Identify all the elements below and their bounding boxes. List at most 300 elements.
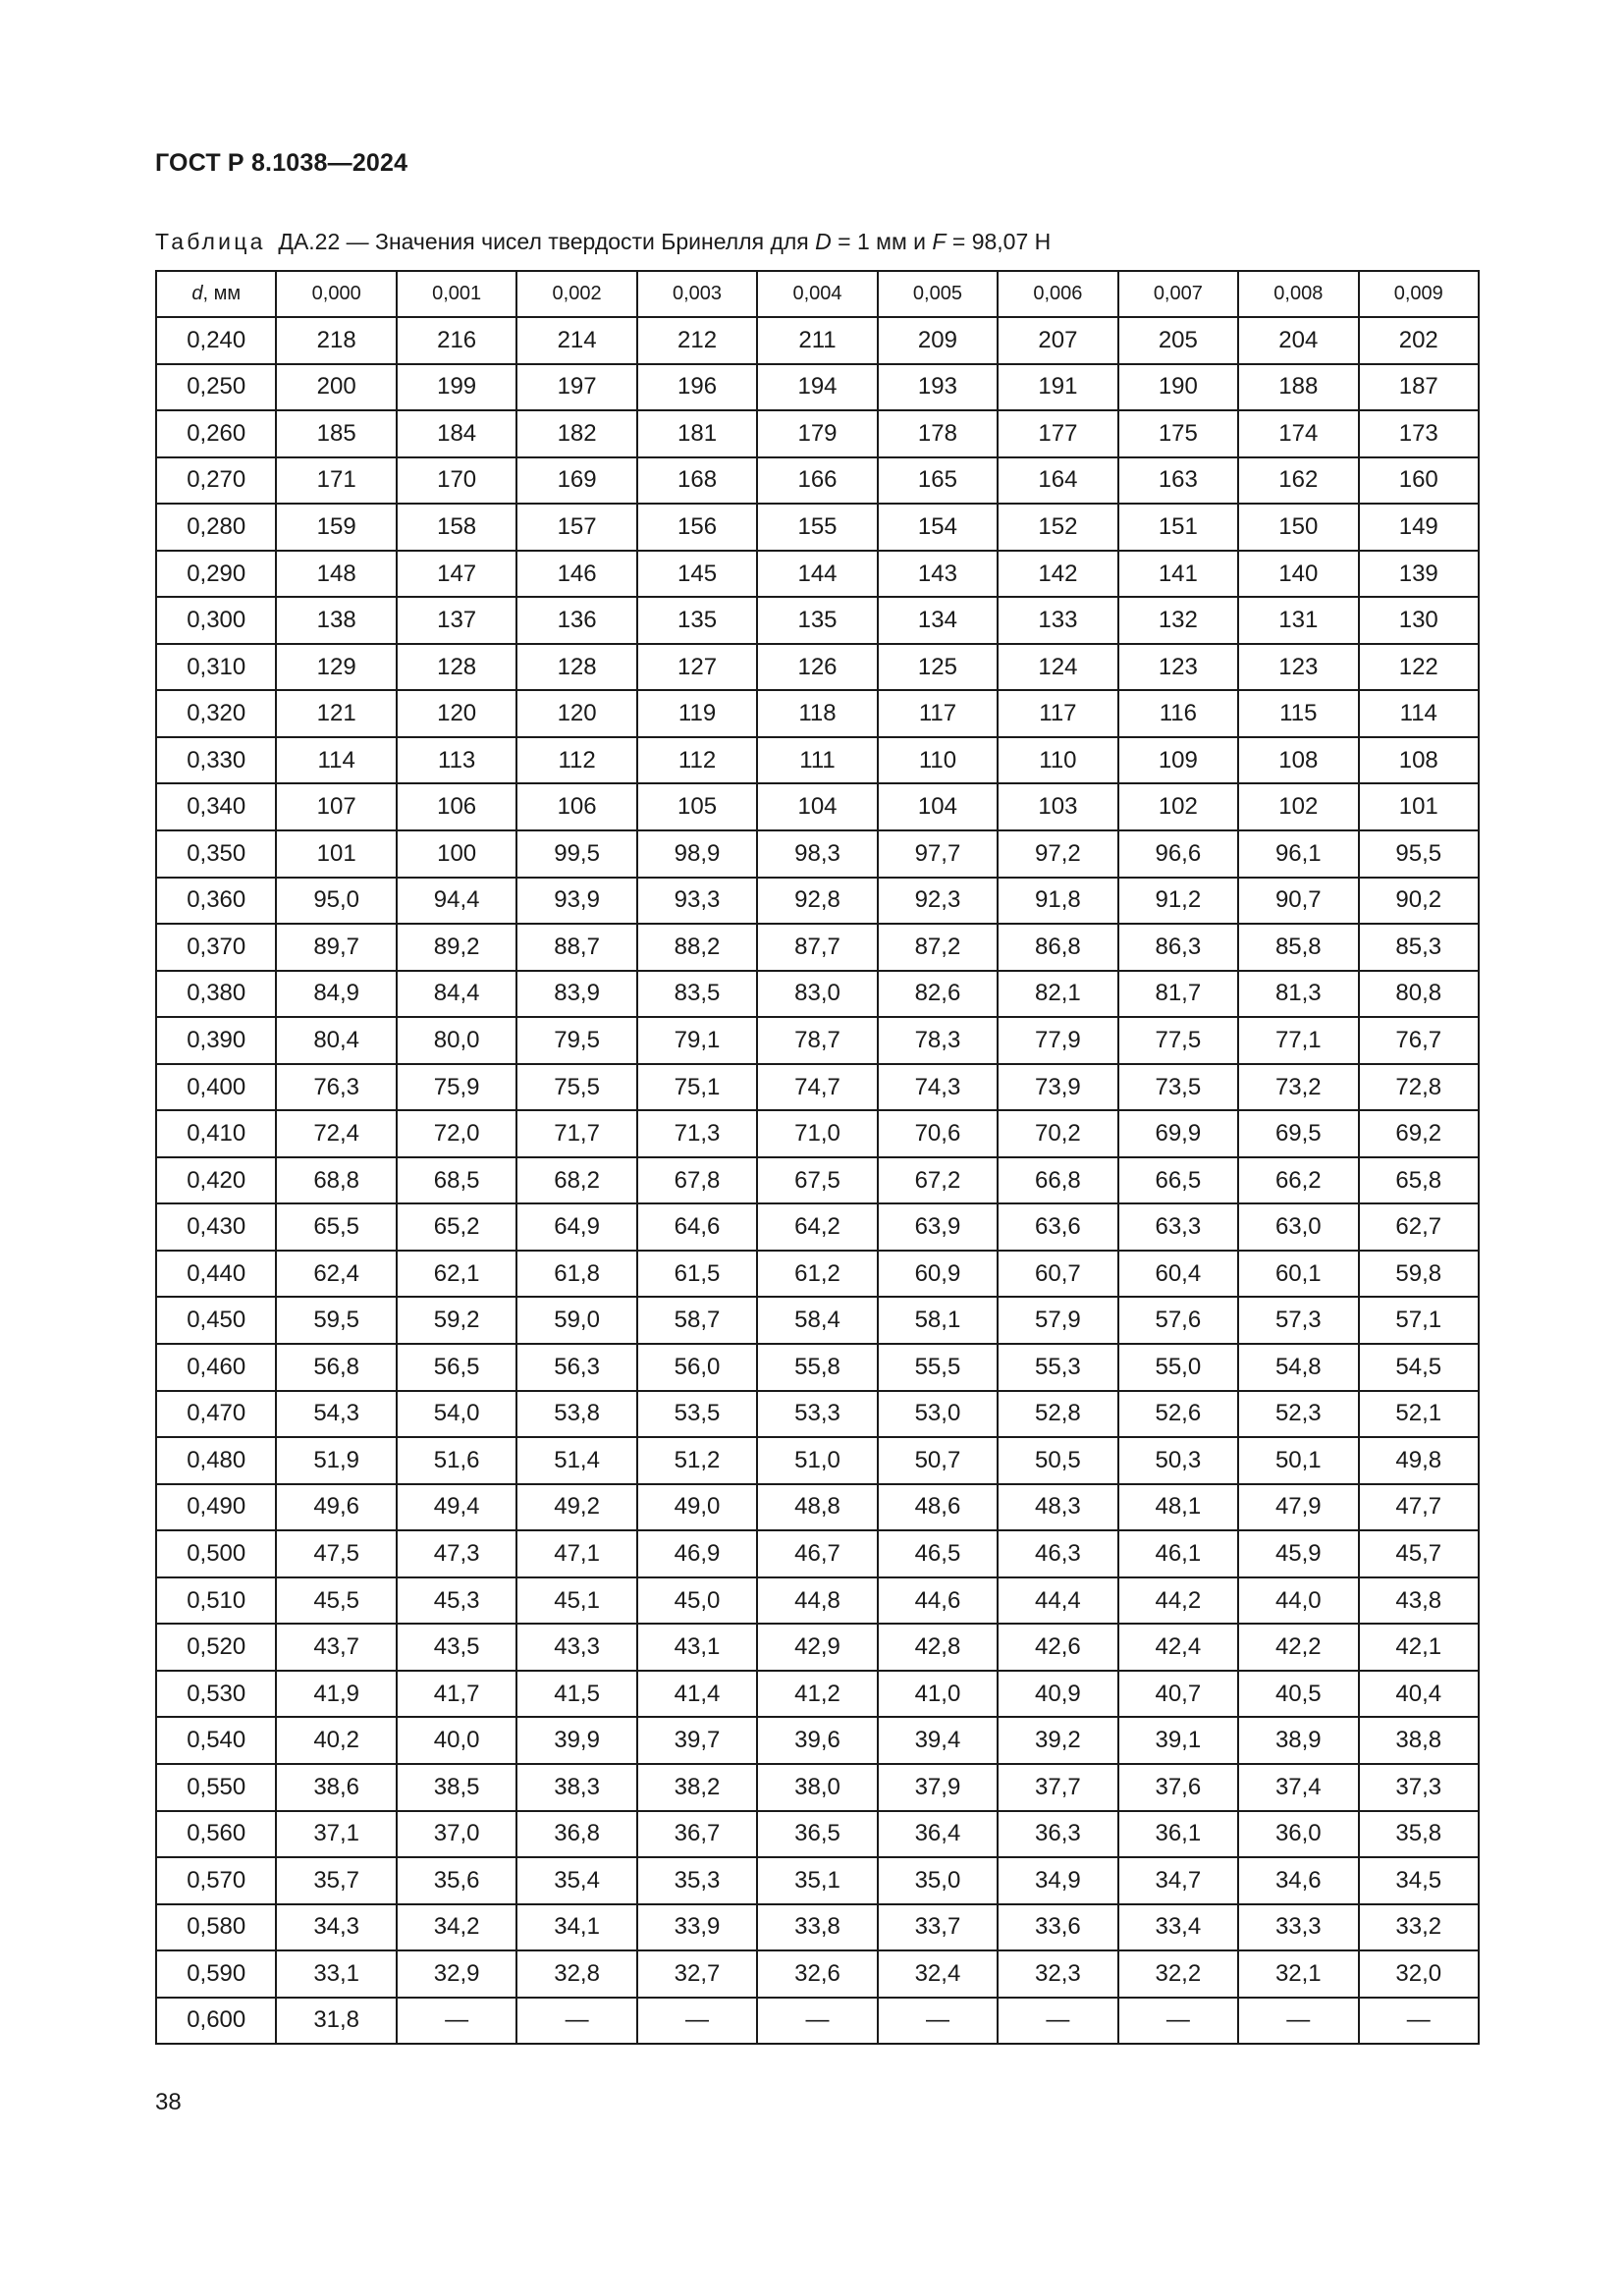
- hardness-value-cell: 131: [1238, 597, 1358, 644]
- hardness-value-cell: 52,1: [1359, 1391, 1479, 1438]
- hardness-value-cell: 73,2: [1238, 1064, 1358, 1111]
- table-row: [156, 1251, 1479, 1298]
- hardness-value-cell: 102: [1238, 783, 1358, 830]
- row-d-value: 0,560: [156, 1811, 276, 1858]
- caption-d-variable: D: [815, 229, 832, 254]
- hardness-value-cell: 36,1: [1118, 1811, 1238, 1858]
- hardness-value-cell: 117: [998, 690, 1117, 737]
- corner-unit: , мм: [202, 283, 242, 304]
- hardness-value-cell: 136: [516, 597, 636, 644]
- hardness-value-cell: 173: [1359, 410, 1479, 457]
- hardness-value-cell: 107: [276, 783, 396, 830]
- caption-middle: = 1 мм и: [831, 229, 933, 254]
- hardness-value-cell: 85,8: [1238, 924, 1358, 971]
- hardness-value-cell: 42,6: [998, 1624, 1117, 1671]
- hardness-value-cell: 36,8: [516, 1811, 636, 1858]
- hardness-value-cell: 124: [998, 644, 1117, 691]
- table-row: [156, 1344, 1479, 1391]
- hardness-value-cell: 214: [516, 317, 636, 364]
- row-d-value: 0,350: [156, 830, 276, 878]
- hardness-value-cell: 152: [998, 504, 1117, 551]
- hardness-value-cell: 32,4: [878, 1950, 998, 1998]
- hardness-value-cell: 60,9: [878, 1251, 998, 1298]
- row-d-value: 0,570: [156, 1857, 276, 1904]
- row-d-value: 0,530: [156, 1671, 276, 1718]
- row-d-value: 0,520: [156, 1624, 276, 1671]
- hardness-value-cell: 37,9: [878, 1764, 998, 1811]
- hardness-value-cell: 160: [1359, 457, 1479, 505]
- hardness-value-cell: 89,7: [276, 924, 396, 971]
- hardness-value-cell: 97,2: [998, 830, 1117, 878]
- row-d-value: 0,590: [156, 1950, 276, 1998]
- hardness-value-cell: 93,9: [516, 878, 636, 925]
- hardness-value-cell: 65,8: [1359, 1157, 1479, 1204]
- corner-variable: d: [191, 283, 203, 304]
- hardness-value-cell: 94,4: [397, 878, 516, 925]
- column-header: 0,008: [1238, 271, 1358, 317]
- hardness-value-cell: 123: [1238, 644, 1358, 691]
- hardness-value-cell: 116: [1118, 690, 1238, 737]
- corner-header-cell: [156, 271, 276, 317]
- hardness-value-cell: 111: [757, 737, 877, 784]
- hardness-value-cell: 127: [637, 644, 757, 691]
- hardness-value-cell: 197: [516, 364, 636, 411]
- hardness-value-cell: 45,7: [1359, 1530, 1479, 1577]
- hardness-value-cell: 51,4: [516, 1437, 636, 1484]
- row-d-value: 0,360: [156, 878, 276, 925]
- hardness-value-cell: 59,0: [516, 1297, 636, 1344]
- hardness-value-cell: 77,5: [1118, 1017, 1238, 1064]
- hardness-value-cell: 174: [1238, 410, 1358, 457]
- hardness-value-cell: 38,5: [397, 1764, 516, 1811]
- hardness-value-cell: 62,4: [276, 1251, 396, 1298]
- hardness-value-cell: 32,8: [516, 1950, 636, 1998]
- hardness-value-cell: 56,8: [276, 1344, 396, 1391]
- table-row: [156, 1717, 1479, 1764]
- table-row: [156, 1764, 1479, 1811]
- hardness-value-cell: 69,2: [1359, 1110, 1479, 1157]
- hardness-value-cell: 81,7: [1118, 971, 1238, 1018]
- hardness-value-cell: 41,9: [276, 1671, 396, 1718]
- hardness-value-cell: 64,6: [637, 1203, 757, 1251]
- hardness-value-cell: 35,4: [516, 1857, 636, 1904]
- hardness-value-cell: 31,8: [276, 1998, 396, 2045]
- hardness-value-cell: 47,9: [1238, 1484, 1358, 1531]
- hardness-value-cell: 47,1: [516, 1530, 636, 1577]
- row-d-value: 0,440: [156, 1251, 276, 1298]
- hardness-value-cell: 51,6: [397, 1437, 516, 1484]
- hardness-value-cell: 37,4: [1238, 1764, 1358, 1811]
- table-row: [156, 1811, 1479, 1858]
- hardness-value-cell: 57,1: [1359, 1297, 1479, 1344]
- hardness-value-cell: 113: [397, 737, 516, 784]
- hardness-value-cell: 51,0: [757, 1437, 877, 1484]
- table-row: [156, 1157, 1479, 1204]
- hardness-value-cell: 95,0: [276, 878, 396, 925]
- hardness-value-cell: 147: [397, 551, 516, 598]
- row-d-value: 0,280: [156, 504, 276, 551]
- hardness-value-cell: 33,4: [1118, 1904, 1238, 1951]
- hardness-value-cell: 166: [757, 457, 877, 505]
- hardness-value-cell: 196: [637, 364, 757, 411]
- hardness-value-cell: 33,7: [878, 1904, 998, 1951]
- hardness-value-cell: —: [1238, 1998, 1358, 2045]
- hardness-value-cell: 42,2: [1238, 1624, 1358, 1671]
- hardness-value-cell: 48,3: [998, 1484, 1117, 1531]
- hardness-value-cell: 135: [637, 597, 757, 644]
- hardness-value-cell: 41,0: [878, 1671, 998, 1718]
- hardness-value-cell: 74,7: [757, 1064, 877, 1111]
- table-row: [156, 1530, 1479, 1577]
- hardness-value-cell: 66,8: [998, 1157, 1117, 1204]
- hardness-value-cell: 142: [998, 551, 1117, 598]
- hardness-value-cell: 34,7: [1118, 1857, 1238, 1904]
- hardness-value-cell: 78,3: [878, 1017, 998, 1064]
- table-row: [156, 644, 1479, 691]
- column-header: 0,003: [637, 271, 757, 317]
- hardness-value-cell: 91,2: [1118, 878, 1238, 925]
- caption-table-word: Таблица: [155, 229, 266, 254]
- hardness-value-cell: 133: [998, 597, 1117, 644]
- hardness-value-cell: 38,0: [757, 1764, 877, 1811]
- hardness-value-cell: 40,0: [397, 1717, 516, 1764]
- hardness-value-cell: 155: [757, 504, 877, 551]
- hardness-value-cell: 52,6: [1118, 1391, 1238, 1438]
- hardness-value-cell: 64,2: [757, 1203, 877, 1251]
- hardness-value-cell: 218: [276, 317, 396, 364]
- row-d-value: 0,250: [156, 364, 276, 411]
- hardness-value-cell: 77,1: [1238, 1017, 1358, 1064]
- hardness-value-cell: 42,4: [1118, 1624, 1238, 1671]
- table-row: [156, 1437, 1479, 1484]
- hardness-value-cell: —: [637, 1998, 757, 2045]
- table-row: [156, 783, 1479, 830]
- hardness-value-cell: 126: [757, 644, 877, 691]
- row-d-value: 0,450: [156, 1297, 276, 1344]
- hardness-value-cell: 34,5: [1359, 1857, 1479, 1904]
- hardness-value-cell: 139: [1359, 551, 1479, 598]
- hardness-value-cell: 38,3: [516, 1764, 636, 1811]
- row-d-value: 0,300: [156, 597, 276, 644]
- hardness-value-cell: 82,6: [878, 971, 998, 1018]
- hardness-value-cell: 212: [637, 317, 757, 364]
- hardness-value-cell: 123: [1118, 644, 1238, 691]
- column-header: 0,005: [878, 271, 998, 317]
- hardness-value-cell: 33,3: [1238, 1904, 1358, 1951]
- hardness-value-cell: 51,9: [276, 1437, 396, 1484]
- hardness-value-cell: 72,4: [276, 1110, 396, 1157]
- hardness-value-cell: 49,4: [397, 1484, 516, 1531]
- row-d-value: 0,310: [156, 644, 276, 691]
- hardness-value-cell: 33,1: [276, 1950, 396, 1998]
- hardness-value-cell: 184: [397, 410, 516, 457]
- hardness-value-cell: 216: [397, 317, 516, 364]
- table-row: [156, 1904, 1479, 1951]
- hardness-value-cell: 54,0: [397, 1391, 516, 1438]
- hardness-value-cell: —: [1118, 1998, 1238, 2045]
- hardness-value-cell: 175: [1118, 410, 1238, 457]
- hardness-value-cell: 41,4: [637, 1671, 757, 1718]
- hardness-value-cell: 71,7: [516, 1110, 636, 1157]
- row-d-value: 0,500: [156, 1530, 276, 1577]
- hardness-value-cell: 88,7: [516, 924, 636, 971]
- hardness-value-cell: 90,2: [1359, 878, 1479, 925]
- row-d-value: 0,380: [156, 971, 276, 1018]
- hardness-value-cell: 106: [516, 783, 636, 830]
- hardness-value-cell: 99,5: [516, 830, 636, 878]
- hardness-value-cell: 181: [637, 410, 757, 457]
- hardness-value-cell: 86,3: [1118, 924, 1238, 971]
- hardness-value-cell: 54,3: [276, 1391, 396, 1438]
- hardness-value-cell: 50,1: [1238, 1437, 1358, 1484]
- hardness-value-cell: 40,5: [1238, 1671, 1358, 1718]
- hardness-value-cell: 82,1: [998, 971, 1117, 1018]
- hardness-value-cell: 187: [1359, 364, 1479, 411]
- hardness-value-cell: 190: [1118, 364, 1238, 411]
- hardness-value-cell: 61,8: [516, 1251, 636, 1298]
- hardness-value-cell: 98,9: [637, 830, 757, 878]
- hardness-value-cell: 35,3: [637, 1857, 757, 1904]
- hardness-value-cell: 92,8: [757, 878, 877, 925]
- row-d-value: 0,420: [156, 1157, 276, 1204]
- hardness-value-cell: 209: [878, 317, 998, 364]
- table-row: [156, 1950, 1479, 1998]
- hardness-value-cell: 65,5: [276, 1203, 396, 1251]
- hardness-value-cell: 112: [516, 737, 636, 784]
- caption-suffix: = 98,07 Н: [946, 229, 1052, 254]
- hardness-value-cell: 48,8: [757, 1484, 877, 1531]
- column-header: 0,007: [1118, 271, 1238, 317]
- hardness-value-cell: 96,6: [1118, 830, 1238, 878]
- hardness-value-cell: 103: [998, 783, 1117, 830]
- hardness-value-cell: 35,0: [878, 1857, 998, 1904]
- hardness-value-cell: 205: [1118, 317, 1238, 364]
- hardness-value-cell: 87,2: [878, 924, 998, 971]
- hardness-value-cell: 33,6: [998, 1904, 1117, 1951]
- hardness-value-cell: 77,9: [998, 1017, 1117, 1064]
- hardness-value-cell: 73,9: [998, 1064, 1117, 1111]
- hardness-value-cell: 120: [516, 690, 636, 737]
- page-number: 38: [155, 2089, 182, 2115]
- hardness-value-cell: 48,6: [878, 1484, 998, 1531]
- hardness-value-cell: 95,5: [1359, 830, 1479, 878]
- hardness-value-cell: 44,4: [998, 1577, 1117, 1625]
- hardness-value-cell: 32,7: [637, 1950, 757, 1998]
- hardness-value-cell: 109: [1118, 737, 1238, 784]
- hardness-value-cell: 112: [637, 737, 757, 784]
- hardness-value-cell: 32,1: [1238, 1950, 1358, 1998]
- hardness-value-cell: 92,3: [878, 878, 998, 925]
- hardness-value-cell: 67,5: [757, 1157, 877, 1204]
- hardness-value-cell: 53,5: [637, 1391, 757, 1438]
- column-header: 0,001: [397, 271, 516, 317]
- hardness-value-cell: 53,8: [516, 1391, 636, 1438]
- hardness-value-cell: 182: [516, 410, 636, 457]
- hardness-value-cell: 157: [516, 504, 636, 551]
- hardness-value-cell: 98,3: [757, 830, 877, 878]
- table-row: [156, 364, 1479, 411]
- row-d-value: 0,340: [156, 783, 276, 830]
- hardness-value-cell: 106: [397, 783, 516, 830]
- hardness-value-cell: 46,5: [878, 1530, 998, 1577]
- row-d-value: 0,330: [156, 737, 276, 784]
- hardness-value-cell: 37,6: [1118, 1764, 1238, 1811]
- hardness-value-cell: 140: [1238, 551, 1358, 598]
- row-d-value: 0,580: [156, 1904, 276, 1951]
- table-row: [156, 457, 1479, 505]
- table-row: [156, 317, 1479, 364]
- hardness-value-cell: 39,9: [516, 1717, 636, 1764]
- hardness-value-cell: 171: [276, 457, 396, 505]
- hardness-value-cell: 96,1: [1238, 830, 1358, 878]
- hardness-value-cell: 59,8: [1359, 1251, 1479, 1298]
- hardness-value-cell: 45,0: [637, 1577, 757, 1625]
- hardness-value-cell: 45,3: [397, 1577, 516, 1625]
- hardness-value-cell: 55,8: [757, 1344, 877, 1391]
- hardness-value-cell: —: [516, 1998, 636, 2045]
- hardness-value-cell: 63,9: [878, 1203, 998, 1251]
- hardness-value-cell: 36,5: [757, 1811, 877, 1858]
- hardness-value-cell: 141: [1118, 551, 1238, 598]
- hardness-value-cell: 75,9: [397, 1064, 516, 1111]
- table-row: [156, 1484, 1479, 1531]
- hardness-value-cell: 48,1: [1118, 1484, 1238, 1531]
- hardness-value-cell: 46,3: [998, 1530, 1117, 1577]
- hardness-value-cell: 53,0: [878, 1391, 998, 1438]
- hardness-value-cell: 35,7: [276, 1857, 396, 1904]
- hardness-value-cell: 78,7: [757, 1017, 877, 1064]
- row-d-value: 0,370: [156, 924, 276, 971]
- table-row: [156, 1297, 1479, 1344]
- hardness-value-cell: 137: [397, 597, 516, 644]
- hardness-value-cell: 37,1: [276, 1811, 396, 1858]
- hardness-value-cell: 75,5: [516, 1064, 636, 1111]
- hardness-value-cell: 65,2: [397, 1203, 516, 1251]
- hardness-value-cell: 115: [1238, 690, 1358, 737]
- hardness-value-cell: 158: [397, 504, 516, 551]
- hardness-value-cell: 52,8: [998, 1391, 1117, 1438]
- table-row: [156, 971, 1479, 1018]
- table-row: [156, 1203, 1479, 1251]
- hardness-value-cell: 58,1: [878, 1297, 998, 1344]
- hardness-value-cell: 199: [397, 364, 516, 411]
- hardness-value-cell: 138: [276, 597, 396, 644]
- hardness-value-cell: 194: [757, 364, 877, 411]
- hardness-value-cell: 47,5: [276, 1530, 396, 1577]
- hardness-value-cell: 211: [757, 317, 877, 364]
- hardness-value-cell: 43,5: [397, 1624, 516, 1671]
- table-row: [156, 1671, 1479, 1718]
- hardness-value-cell: 32,0: [1359, 1950, 1479, 1998]
- row-d-value: 0,290: [156, 551, 276, 598]
- table-caption: [155, 229, 1051, 255]
- hardness-value-cell: 114: [276, 737, 396, 784]
- hardness-value-cell: 43,8: [1359, 1577, 1479, 1625]
- hardness-value-cell: 38,2: [637, 1764, 757, 1811]
- hardness-value-cell: 79,5: [516, 1017, 636, 1064]
- hardness-value-cell: 54,5: [1359, 1344, 1479, 1391]
- hardness-value-cell: 134: [878, 597, 998, 644]
- column-header: 0,009: [1359, 271, 1479, 317]
- hardness-value-cell: 101: [276, 830, 396, 878]
- hardness-value-cell: 80,0: [397, 1017, 516, 1064]
- hardness-value-cell: 35,8: [1359, 1811, 1479, 1858]
- hardness-value-cell: 54,8: [1238, 1344, 1358, 1391]
- hardness-value-cell: 34,9: [998, 1857, 1117, 1904]
- hardness-value-cell: 42,8: [878, 1624, 998, 1671]
- hardness-value-cell: 37,0: [397, 1811, 516, 1858]
- hardness-value-cell: 72,0: [397, 1110, 516, 1157]
- column-header: 0,004: [757, 271, 877, 317]
- brinell-hardness-table: [155, 270, 1480, 2045]
- column-header: 0,002: [516, 271, 636, 317]
- hardness-value-cell: 185: [276, 410, 396, 457]
- hardness-value-cell: 57,6: [1118, 1297, 1238, 1344]
- row-d-value: 0,320: [156, 690, 276, 737]
- row-d-value: 0,550: [156, 1764, 276, 1811]
- hardness-value-cell: 163: [1118, 457, 1238, 505]
- hardness-value-cell: 145: [637, 551, 757, 598]
- table-row: [156, 504, 1479, 551]
- hardness-value-cell: 62,1: [397, 1251, 516, 1298]
- hardness-value-cell: 143: [878, 551, 998, 598]
- hardness-value-cell: 168: [637, 457, 757, 505]
- row-d-value: 0,540: [156, 1717, 276, 1764]
- hardness-value-cell: 83,5: [637, 971, 757, 1018]
- hardness-value-cell: 135: [757, 597, 877, 644]
- hardness-value-cell: 130: [1359, 597, 1479, 644]
- hardness-value-cell: 46,7: [757, 1530, 877, 1577]
- hardness-value-cell: 86,8: [998, 924, 1117, 971]
- hardness-value-cell: 76,3: [276, 1064, 396, 1111]
- hardness-value-cell: 156: [637, 504, 757, 551]
- hardness-value-cell: 43,3: [516, 1624, 636, 1671]
- hardness-value-cell: 41,5: [516, 1671, 636, 1718]
- hardness-value-cell: 100: [397, 830, 516, 878]
- hardness-value-cell: 105: [637, 783, 757, 830]
- hardness-value-cell: 79,1: [637, 1017, 757, 1064]
- hardness-value-cell: 71,3: [637, 1110, 757, 1157]
- hardness-value-cell: 56,3: [516, 1344, 636, 1391]
- hardness-value-cell: 53,3: [757, 1391, 877, 1438]
- hardness-value-cell: 43,1: [637, 1624, 757, 1671]
- hardness-value-cell: 39,1: [1118, 1717, 1238, 1764]
- table-row: [156, 924, 1479, 971]
- hardness-value-cell: 47,3: [397, 1530, 516, 1577]
- hardness-value-cell: 40,9: [998, 1671, 1117, 1718]
- hardness-value-cell: 121: [276, 690, 396, 737]
- hardness-value-cell: 66,5: [1118, 1157, 1238, 1204]
- hardness-value-cell: 32,2: [1118, 1950, 1238, 1998]
- column-header: 0,000: [276, 271, 396, 317]
- hardness-value-cell: 110: [878, 737, 998, 784]
- table-row: [156, 690, 1479, 737]
- hardness-value-cell: 151: [1118, 504, 1238, 551]
- hardness-value-cell: 204: [1238, 317, 1358, 364]
- hardness-value-cell: 149: [1359, 504, 1479, 551]
- hardness-value-cell: 32,6: [757, 1950, 877, 1998]
- hardness-value-cell: 38,9: [1238, 1717, 1358, 1764]
- hardness-value-cell: 45,9: [1238, 1530, 1358, 1577]
- hardness-value-cell: 49,2: [516, 1484, 636, 1531]
- hardness-value-cell: 66,2: [1238, 1157, 1358, 1204]
- hardness-value-cell: 159: [276, 504, 396, 551]
- hardness-value-cell: 179: [757, 410, 877, 457]
- hardness-value-cell: 71,0: [757, 1110, 877, 1157]
- hardness-value-cell: 59,5: [276, 1297, 396, 1344]
- hardness-value-cell: 93,3: [637, 878, 757, 925]
- hardness-value-cell: 144: [757, 551, 877, 598]
